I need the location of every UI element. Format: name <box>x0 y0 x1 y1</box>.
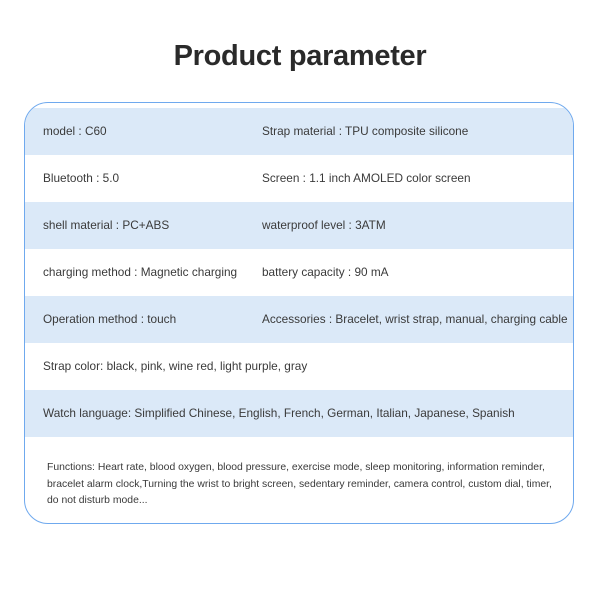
param-model: model : C60 <box>43 124 107 138</box>
param-battery: battery capacity : 90 mA <box>262 265 389 279</box>
param-row-operation <box>25 296 573 343</box>
page-title: Product parameter <box>173 40 427 72</box>
param-waterproof: waterproof level : 3ATM <box>262 218 386 232</box>
param-row-language <box>25 390 573 437</box>
param-row-model <box>25 108 573 155</box>
param-strap-material: Strap material : TPU composite silicone <box>262 124 469 138</box>
param-operation-method: Operation method : touch <box>43 312 177 326</box>
param-row-shell <box>25 202 573 249</box>
param-screen: Screen : 1.1 inch AMOLED color screen <box>262 171 471 185</box>
param-row-bluetooth <box>25 155 573 202</box>
param-accessories: Accessories : Bracelet, wrist strap, manual, charging cable <box>262 312 568 326</box>
parameter-card <box>24 102 574 524</box>
param-row-charging <box>25 249 573 296</box>
param-watch-language: Watch language: Simplified Chinese, English, French, German, Italian, Japanese, Spanish <box>43 406 515 420</box>
param-bluetooth: Bluetooth : 5.0 <box>43 171 120 185</box>
param-charging-method: charging method : Magnetic charging <box>43 265 238 279</box>
param-row-strap-color <box>25 343 573 390</box>
param-strap-color: Strap color: black, pink, wine red, light purple, gray <box>43 359 308 373</box>
param-shell-material: shell material : PC+ABS <box>43 218 170 232</box>
param-functions: Functions: Heart rate, blood oxygen, blood pressure, exercise mode, sleep monitoring, information reminder, bracelet alarm clock,Turning the wrist to bright screen, sedentary reminder, camera control, custom dial, timer, do not disturb mode... <box>47 462 552 506</box>
